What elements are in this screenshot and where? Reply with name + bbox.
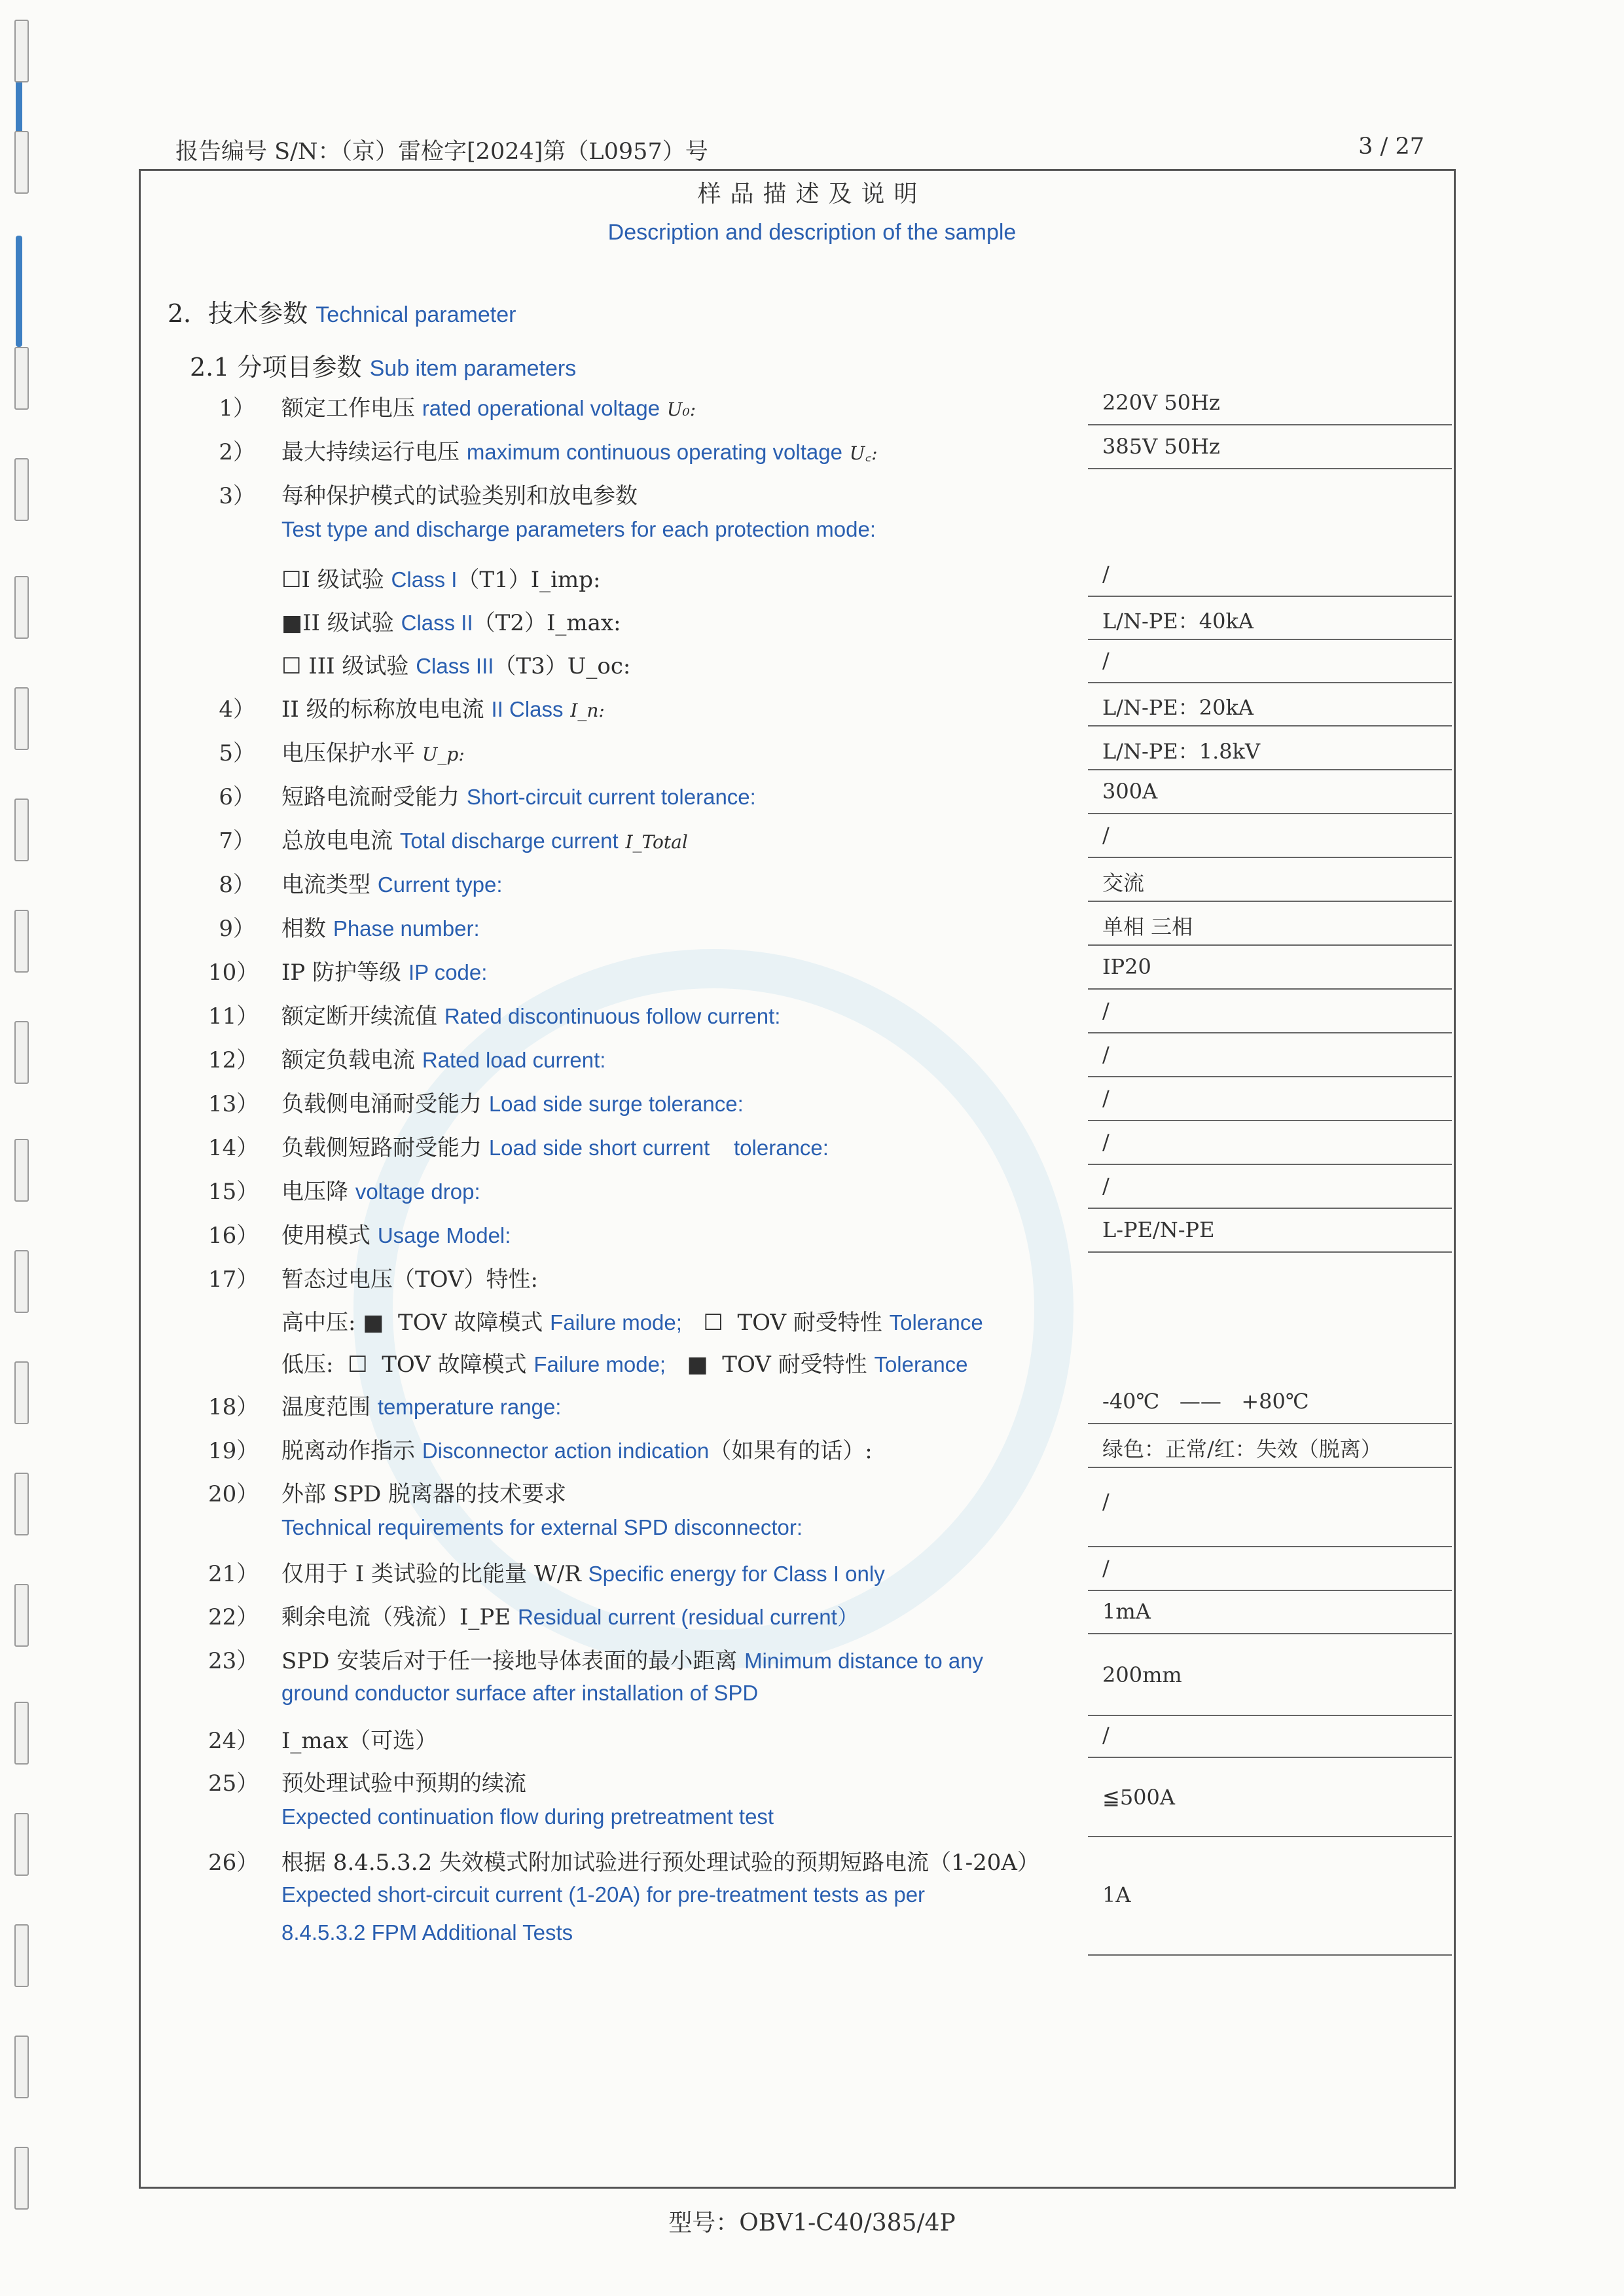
label-en: voltage drop: [355,1179,480,1204]
row-number: 17） [208,1266,259,1293]
row-number: 16） [208,1223,259,1249]
row-number: 5） [219,740,255,766]
label-en: Residual current (residual current） [517,1605,859,1629]
param-row-7 [0,823,1624,862]
label-cn: 负载侧短路耐受能力 [281,1135,482,1161]
value-underline [1088,1546,1452,1547]
row-value: 220V 50Hz [1102,390,1220,415]
row-value: L/N-PE：20kA [1102,695,1254,720]
value-underline [1088,1251,1452,1253]
row-number: 20） [208,1481,259,1507]
row-number: 19） [208,1438,259,1464]
row-number: 13） [208,1091,259,1117]
row-label [281,1643,983,1675]
label-cn: II 级试验 [302,610,394,636]
value-underline [1088,1757,1452,1758]
row-label [281,1086,744,1118]
checkbox-icon: ☐ [281,567,302,593]
label-cn: 温度范围 [281,1394,370,1420]
label-prefix: 低压: [281,1352,334,1378]
value-underline [1088,1032,1452,1033]
param-row-19 [0,1433,1624,1472]
param-row-20 [0,1476,1624,1515]
page-title-en: Description and description of the sample [607,220,1017,245]
label-en: ground conductor surface after installation of SPD [281,1681,759,1705]
value-underline [1088,1208,1452,1209]
blue-tab-mark [16,236,22,347]
row-label [281,648,630,680]
checkbox-checked-icon: ■ [281,610,303,636]
checkbox-checked-icon: ■ [363,1310,384,1336]
param-row-17 [0,1261,1624,1300]
section-heading-2 [168,293,516,329]
label-en: temperature range: [377,1395,562,1419]
value-underline [1088,1076,1452,1077]
label-cn: 预处理试验中预期的续流 [281,1770,526,1797]
param-row-17a [0,1304,1624,1344]
row-value: L/N-PE：1.8kV [1102,739,1261,764]
symbol: （T3）U_oc: [494,653,631,679]
value-underline [1088,944,1452,946]
value-underline [1088,857,1452,858]
param-row-20-en [0,1515,1624,1554]
param-row-3 [0,478,1624,517]
label-cn: 负载侧电涌耐受能力 [281,1091,482,1117]
checkbox-checked-icon: ■ [687,1352,708,1378]
param-row-1 [0,390,1624,429]
row-value: L-PE/N-PE [1102,1217,1215,1242]
row-label [281,1304,983,1336]
label-en: Phase number: [333,916,480,941]
param-row-23-en [0,1681,1624,1720]
label-en: Tolerance [874,1352,968,1376]
row-label [281,1174,480,1206]
row-number: 14） [208,1135,259,1161]
symbol: U꜀: [849,442,878,464]
section-heading-cn: 2.1 分项目参数 [190,353,362,382]
row-value: 300A [1102,779,1158,804]
label-en: Rated load current: [422,1048,606,1072]
label-en: Failure mode; [550,1310,682,1335]
row-number: 26） [208,1850,259,1876]
row-number: 9） [219,916,255,942]
checkbox-icon: ☐ [281,653,302,679]
param-row-26 [0,1844,1624,1884]
label-cn: SPD 安装后对于任一接地导体表面的最小距离 [281,1648,738,1674]
row-value: -40℃ —— +80℃ [1102,1389,1309,1414]
report-serial-number: 报告编号 S/N：（京）雷检字[2024]第（L0957）号 [175,139,708,165]
label-en: Class I [391,567,458,592]
param-row-10 [0,954,1624,994]
row-value: / [1102,1556,1110,1581]
report-header [175,130,1424,169]
label-en: Test type and discharge parameters for each protection mode: [281,517,876,541]
param-row-15 [0,1174,1624,1213]
row-label [281,562,600,594]
label-cn: TOV 故障模式 [382,1352,527,1378]
param-row-26-en2 [0,1920,1624,1960]
label-cn: 额定负载电流 [281,1047,415,1073]
section-heading-en: Sub item parameters [369,356,577,381]
row-label [281,1217,511,1249]
value-underline [1088,988,1452,990]
label-en: Usage Model: [377,1223,511,1247]
param-row-3c [0,648,1624,687]
label-cn: 使用模式 [281,1223,370,1249]
row-value: / [1102,1130,1110,1155]
param-row-21 [0,1556,1624,1595]
label-en: Current type: [377,872,503,897]
label-en: Expected continuation flow during pretreatment test [281,1804,774,1829]
param-row-8 [0,867,1624,906]
punch-hole [14,2147,29,2210]
symbol: U₀: [666,399,696,420]
label-cn: 电压保护水平 [281,740,415,766]
param-row-26-en [0,1882,1624,1922]
label-cn: 根据 8.4.5.3.2 失效模式附加试验进行预处理试验的预期短路电流（1-20A） [281,1850,1039,1876]
row-number: 11） [208,1003,259,1030]
param-row-2 [0,434,1624,473]
row-number: 7） [219,828,255,854]
label-cn: 相数 [281,916,326,942]
value-underline [1088,1715,1452,1716]
label-en: Short-circuit current tolerance: [466,785,756,809]
param-row-22 [0,1599,1624,1638]
row-value: 单相 三相 [1102,914,1193,939]
value-underline [1088,596,1452,597]
row-number: 12） [208,1047,259,1073]
row-value: 1A [1102,1882,1131,1907]
row-value: / [1102,823,1110,848]
label-en: Specific energy for Class I only [588,1562,885,1586]
label-cn: 额定工作电压 [281,395,415,422]
row-number: 2） [219,439,255,465]
row-number: 22） [208,1604,259,1630]
symbol: I_n: [570,700,605,721]
row-label [281,605,621,637]
row-label [281,1599,859,1631]
param-row-11 [0,998,1624,1037]
label-en: Rated discontinuous follow current: [444,1004,781,1028]
param-row-6 [0,779,1624,818]
symbol: （T2）I_max: [473,610,621,636]
row-label [281,779,756,811]
row-label [281,390,696,422]
value-underline [1088,639,1452,640]
param-row-16 [0,1217,1624,1257]
row-value: / [1102,1042,1110,1067]
param-row-4 [0,691,1624,730]
label-cn: 剩余电流（残流）I_PE [281,1604,511,1630]
value-underline [1088,1467,1452,1468]
value-underline [1088,1633,1452,1634]
row-value: 200mm [1102,1662,1182,1687]
param-row-25 [0,1765,1624,1810]
value-underline [1088,901,1452,902]
label-suffix: （如果有的话）: [709,1438,873,1464]
row-number: 1） [219,395,255,422]
value-underline [1088,1590,1452,1591]
section-heading-2-1 [190,347,576,383]
label-cn: III 级试验 [301,653,409,679]
value-underline [1088,468,1452,469]
punch-hole [14,2036,29,2098]
value-underline [1088,1954,1452,1956]
row-number: 10） [208,960,259,986]
label-en: Class III [416,654,494,678]
label-cn: 短路电流耐受能力 [281,784,460,810]
label-en: II Class [491,697,564,721]
value-underline [1088,769,1452,770]
param-row-13 [0,1086,1624,1125]
row-label [281,910,480,942]
row-number: 24） [208,1728,259,1754]
row-value: 交流 [1102,870,1145,895]
param-row-3b [0,605,1624,644]
label-cn: TOV 耐受特性 [722,1352,867,1378]
label-en: Technical requirements for external SPD disconnector: [281,1515,803,1539]
row-label [281,867,503,899]
page-number: 3 / 27 [1358,134,1424,160]
symbol: （T1）I_imp: [457,567,601,593]
value-underline [1088,813,1452,814]
label-en: rated operational voltage [422,396,660,420]
row-label [281,1130,829,1162]
row-label [281,1042,605,1074]
row-value: 385V 50Hz [1102,434,1220,459]
row-label [281,823,688,855]
row-label [281,1389,561,1421]
symbol: I_Total [625,831,688,853]
row-value: 1mA [1102,1599,1151,1624]
row-number: 21） [208,1561,259,1587]
row-number: 6） [219,784,255,810]
label-cn: 最大持续运行电压 [281,439,460,465]
param-row-9 [0,910,1624,950]
row-label [281,691,605,723]
value-underline [1088,1164,1452,1165]
label-cn: 每种保护模式的试验类别和放电参数 [281,483,638,509]
section-heading-en: Technical parameter [316,302,516,327]
param-row-18 [0,1389,1624,1428]
row-value: / [1102,1086,1110,1111]
row-value: IP20 [1102,954,1151,979]
label-en: Total discharge current [399,829,619,853]
label-cn: I 级试验 [301,567,384,593]
row-label [281,735,465,767]
label-prefix: 高中压: [281,1310,356,1336]
label-cn: 电流类型 [281,872,370,898]
section-heading-cn: 2．技术参数 [168,299,308,328]
row-label [281,1556,885,1588]
label-cn: 额定断开续流值 [281,1003,437,1030]
label-cn: 总放电电流 [281,828,393,854]
label-cn: TOV 耐受特性 [737,1310,882,1336]
row-number: 25） [208,1770,259,1797]
row-value: L/N-PE：40kA [1102,609,1254,634]
row-number: 18） [208,1394,259,1420]
label-cn: I_max（可选） [281,1728,438,1754]
label-cn: II 级的标称放电电流 [281,696,484,723]
label-en: maximum continuous operating voltage [466,440,842,464]
label-en: Load side surge tolerance: [488,1092,744,1116]
label-cn: 暂态过电压（TOV）特性: [281,1266,538,1293]
label-en: Class II [401,611,473,635]
row-label [281,954,487,986]
row-value: / [1102,1723,1110,1748]
row-value: / [1102,648,1110,673]
param-row-3-en [0,517,1624,556]
row-number: 4） [219,696,255,723]
row-value: / [1102,562,1110,586]
label-cn: 仅用于 I 类试验的比能量 W/R [281,1561,581,1587]
label-cn: TOV 故障模式 [398,1310,543,1336]
label-en: Expected short-circuit current (1-20A) for pre-treatment tests as per [281,1882,926,1907]
row-value: 绿色：正常/红：失效（脱离） [1102,1437,1382,1462]
value-underline [1088,1120,1452,1121]
param-row-3a [0,562,1624,601]
row-value: / [1102,1489,1110,1514]
param-row-12 [0,1042,1624,1081]
value-underline [1088,725,1452,726]
punch-hole [14,20,29,82]
row-label [281,998,780,1030]
param-row-23 [0,1643,1624,1687]
label-en: Failure mode; [533,1352,666,1376]
param-row-24 [0,1723,1624,1762]
checkbox-icon: ☐ [703,1310,723,1336]
label-cn: 电压降 [281,1179,348,1205]
label-en: IP code: [408,960,488,984]
row-label [281,1346,968,1378]
param-row-14 [0,1130,1624,1169]
value-underline [1088,1423,1452,1424]
row-value: ≦500A [1102,1785,1175,1810]
row-number: 8） [219,872,255,898]
param-row-25-en [0,1804,1624,1844]
label-en: 8.4.5.3.2 FPM Additional Tests [281,1920,573,1945]
param-row-17b [0,1346,1624,1386]
row-label [281,1433,873,1465]
label-en: Tolerance [889,1310,983,1335]
checkbox-icon: ☐ [348,1352,368,1378]
label-cn: 脱离动作指示 [281,1438,415,1464]
label-en: Load side short current tolerance: [488,1136,829,1160]
row-number: 23） [208,1648,259,1674]
model-footer: 型号：OBV1-C40/385/4P [668,2210,956,2236]
label-cn: IP 防护等级 [281,960,402,986]
label-en: Minimum distance to any [744,1649,984,1673]
row-value: / [1102,1174,1110,1198]
value-underline [1088,424,1452,425]
row-label [281,434,878,466]
row-number: 15） [208,1179,259,1205]
page-title-cn: 样品描述及说明 [697,181,927,207]
value-underline [1088,682,1452,683]
param-row-5 [0,735,1624,774]
label-cn: 外部 SPD 脱离器的技术要求 [281,1481,567,1507]
row-number: 3） [219,483,255,509]
row-value: / [1102,998,1110,1023]
value-underline [1088,1836,1452,1837]
label-en: Disconnector action indication [422,1439,710,1463]
symbol: U_p: [422,744,465,765]
